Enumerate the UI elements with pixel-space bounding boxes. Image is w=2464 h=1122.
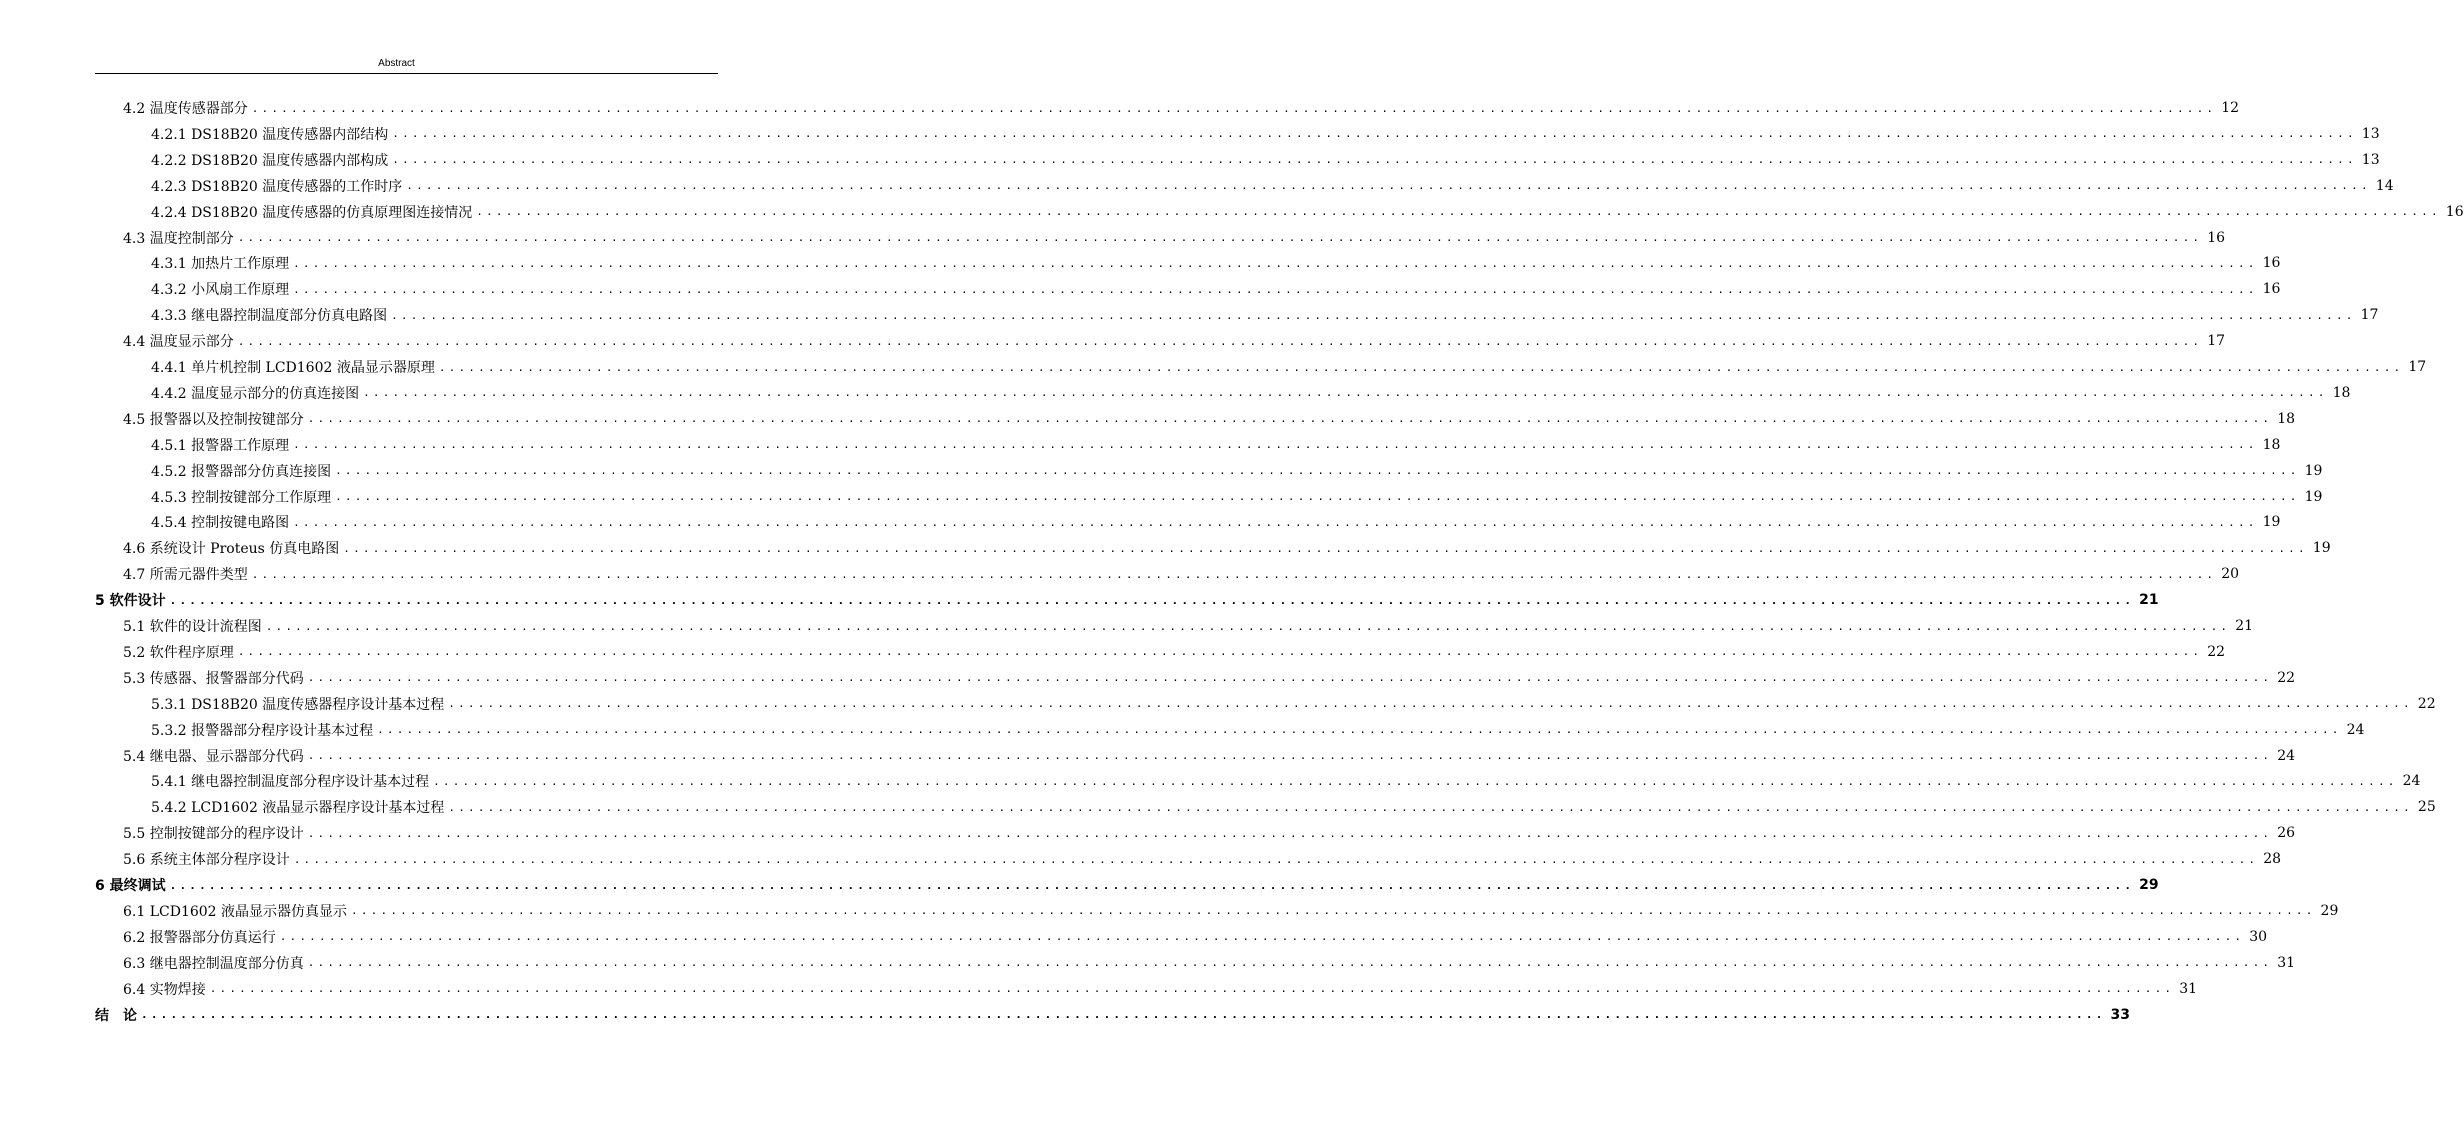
toc-entry-page: 19: [2262, 514, 2281, 531]
toc-leader-dots: ........................................................................................................................................................................................................: [265, 619, 2231, 633]
toc-entry-label: 4.5.2 报警器部分仿真连接图: [151, 463, 332, 480]
header-title: Abstract: [378, 58, 415, 69]
toc-leader-dots: ........................................................................................................................................................................................................: [237, 334, 2203, 348]
toc-entry[interactable]: [123, 976, 2198, 1002]
toc-leader-dots: ........................................................................................................................................................................................................: [293, 438, 2258, 452]
toc-entry-page: 12: [2221, 100, 2240, 116]
toc-entry[interactable]: [151, 199, 2464, 225]
toc-entry-page: 19: [2304, 488, 2323, 505]
toc-entry[interactable]: [123, 613, 2254, 639]
toc-leader-dots: ........................................................................................................................................................................................................: [476, 205, 2441, 219]
toc-leader-dots: ........................................................................................................................................................................................................: [392, 127, 2357, 141]
toc-entry-label: 4.5 报警器以及控制按键部分: [123, 411, 304, 428]
toc-entry[interactable]: [151, 354, 2427, 380]
toc-entry-label: 结 论: [95, 1007, 137, 1024]
toc-entry-label: 4.4 温度显示部分: [123, 334, 234, 351]
toc-entry-label: 5.3.2 报警器部分程序设计基本过程: [151, 722, 374, 739]
toc-entry-label: 5.6 系统主体部分程序设计: [123, 852, 290, 869]
toc-entry-label: 4.4.2 温度显示部分的仿真连接图: [151, 385, 360, 402]
toc-entry[interactable]: [151, 432, 2281, 458]
toc-entry-page: 24: [2277, 747, 2296, 764]
toc-entry-page: 14: [2375, 177, 2394, 194]
toc-entry-label: 6.3 继电器控制温度部分仿真: [123, 955, 304, 972]
toc-entry-page: 22: [2277, 669, 2296, 686]
toc-entry-page: 22: [2417, 695, 2436, 712]
toc-entry-label: 5.4 继电器、显示器部分代码: [123, 748, 304, 765]
toc-entry-label: 5.1 软件的设计流程图: [123, 619, 262, 635]
toc-entry[interactable]: [95, 872, 2159, 898]
toc-entry[interactable]: [123, 95, 2240, 121]
toc-entry-label: 4.5.1 报警器工作原理: [151, 437, 290, 454]
toc-entry-page: 30: [2249, 928, 2268, 945]
toc-entry[interactable]: [151, 276, 2281, 302]
toc-entry-label: 6.4 实物焊接: [123, 981, 206, 998]
toc-entry-label: 5 软件设计: [95, 593, 166, 610]
toc-leader-dots: ........................................................................................................................................................................................................: [307, 956, 2273, 970]
toc-leader-dots: ........................................................................................................................................................................................................: [141, 1008, 2106, 1021]
toc-entry-label: 5.4.1 继电器控制温度部分程序设计基本过程: [151, 774, 430, 791]
toc-entry[interactable]: [123, 950, 2296, 976]
toc-entry[interactable]: [151, 121, 2380, 147]
toc-leader-dots: ........................................................................................................................................................................................................: [448, 697, 2413, 711]
toc-leader-dots: ........................................................................................................................................................................................................: [251, 101, 2217, 115]
toc-entry[interactable]: [151, 173, 2394, 199]
toc-leader-dots: ........................................................................................................................................................................................................: [169, 593, 2135, 607]
toc-entry-label: 4.5.4 控制按键电路图: [151, 515, 290, 532]
toc-entry-page: 16: [2262, 255, 2281, 272]
toc-leader-dots: ........................................................................................................................................................................................................: [377, 723, 2342, 737]
header-rule: [95, 73, 718, 74]
toc-entry-label: 4.6 系统设计 Proteus 仿真电路图: [123, 541, 340, 558]
toc-entry-label: 6 最终调试: [95, 878, 166, 894]
toc-entry-label: 5.2 软件程序原理: [123, 644, 234, 661]
toc-entry-page: 13: [2361, 125, 2380, 142]
toc-entry[interactable]: [123, 924, 2268, 950]
toc-entry-label: 4.3.1 加热片工作原理: [151, 256, 290, 273]
toc-entry-page: 25: [2417, 799, 2436, 816]
toc-entry-label: 4.7 所需元器件类型: [123, 567, 248, 584]
toc-entry-page: 33: [2110, 1006, 2130, 1023]
toc-leader-dots: ........................................................................................................................................................................................................: [307, 412, 2273, 426]
toc-entry-label: 4.2.3 DS18B20 温度传感器的工作时序: [151, 178, 403, 195]
toc-entry[interactable]: [123, 535, 2331, 561]
toc-leader-dots: ........................................................................................................................................................................................................: [169, 878, 2135, 892]
toc-leader-dots: ........................................................................................................................................................................................................: [448, 800, 2413, 814]
toc-entry[interactable]: [123, 406, 2296, 432]
toc-leader-dots: ........................................................................................................................................................................................................: [363, 386, 2328, 400]
toc-leader-dots: ........................................................................................................................................................................................................: [293, 256, 2258, 270]
toc-entry[interactable]: [151, 484, 2323, 510]
toc-entry-page: 18: [2277, 410, 2296, 427]
toc-entry-page: 18: [2262, 436, 2281, 453]
toc-leader-dots: ........................................................................................................................................................................................................: [293, 852, 2259, 866]
toc-entry-label: 4.2.4 DS18B20 温度传感器的仿真原理图连接情况: [151, 204, 473, 221]
toc-entry[interactable]: [123, 328, 2226, 354]
toc-entry[interactable]: [95, 587, 2159, 613]
toc-entry-page: 28: [2263, 851, 2282, 868]
toc-entry[interactable]: [123, 846, 2282, 872]
toc-entry[interactable]: [95, 1002, 2130, 1028]
toc-entry-page: 16: [2207, 229, 2226, 246]
toc-entry-page: 26: [2277, 825, 2296, 842]
toc-entry-page: 17: [2207, 333, 2226, 350]
toc-entry-page: 16: [2445, 203, 2464, 220]
toc-leader-dots: ........................................................................................................................................................................................................: [279, 930, 2245, 944]
toc-leader-dots: ........................................................................................................................................................................................................: [406, 179, 2371, 193]
toc-entry-page: 31: [2179, 980, 2198, 997]
toc-leader-dots: ........................................................................................................................................................................................................: [335, 490, 2300, 503]
toc-leader-dots: ........................................................................................................................................................................................................: [307, 826, 2273, 840]
toc-entry[interactable]: [151, 458, 2323, 484]
toc-entry-label: 5.4.2 LCD1602 液晶显示器程序设计基本过程: [151, 800, 445, 817]
toc-entry-page: 21: [2235, 618, 2254, 634]
toc-entry-label: 4.5.3 控制按键部分工作原理: [151, 489, 332, 506]
toc-entry-label: 4.2 温度传感器部分: [123, 101, 248, 117]
toc-entry[interactable]: [151, 302, 2379, 328]
toc-entry[interactable]: [151, 717, 2365, 743]
toc-entry[interactable]: [123, 665, 2296, 691]
toc-entry-label: 4.3.2 小风扇工作原理: [151, 282, 290, 299]
toc-entry[interactable]: [151, 691, 2436, 717]
toc-leader-dots: ........................................................................................................................................................................................................: [392, 153, 2357, 167]
toc-leader-dots: ........................................................................................................................................................................................................: [438, 360, 2404, 374]
toc-entry[interactable]: [151, 380, 2351, 406]
toc-entry[interactable]: [151, 250, 2281, 276]
toc-entry[interactable]: [123, 898, 2339, 924]
toc-entry-label: 4.3 温度控制部分: [123, 230, 234, 247]
toc-entry[interactable]: [123, 225, 2226, 251]
toc-entry[interactable]: [123, 743, 2296, 769]
toc-entry-page: 21: [2139, 592, 2159, 609]
toc-entry-label: 5.5 控制按键部分的程序设计: [123, 826, 304, 843]
toc-entry-page: 20: [2221, 566, 2240, 583]
toc-entry-page: 22: [2207, 643, 2226, 660]
toc-entry-page: 29: [2139, 877, 2159, 893]
toc-entry-page: 13: [2361, 151, 2380, 168]
toc-entry-page: 29: [2320, 902, 2339, 919]
toc-entry[interactable]: [123, 561, 2240, 587]
toc-entry[interactable]: [151, 768, 2421, 794]
toc-leader-dots: ........................................................................................................................................................................................................: [251, 567, 2217, 581]
toc-leader-dots: ........................................................................................................................................................................................................: [307, 749, 2273, 762]
toc-entry-label: 4.4.1 单片机控制 LCD1602 液晶显示器原理: [151, 360, 435, 376]
toc-entry[interactable]: [123, 639, 2226, 665]
toc-entry[interactable]: [151, 147, 2380, 173]
toc-leader-dots: ........................................................................................................................................................................................................: [237, 231, 2203, 244]
toc-entry-page: 19: [2304, 462, 2323, 479]
toc-leader-dots: ........................................................................................................................................................................................................: [335, 464, 2300, 478]
toc-leader-dots: ........................................................................................................................................................................................................: [209, 982, 2175, 996]
toc-entry-label: 5.3.1 DS18B20 温度传感器程序设计基本过程: [151, 696, 445, 713]
toc-leader-dots: ........................................................................................................................................................................................................: [351, 904, 2316, 918]
toc-entry-page: 31: [2277, 954, 2296, 971]
toc-leader-dots: ........................................................................................................................................................................................................: [237, 645, 2203, 659]
toc-entry-label: 4.2.1 DS18B20 温度传感器内部结构: [151, 126, 389, 143]
toc-leader-dots: ........................................................................................................................................................................................................: [293, 515, 2258, 529]
toc-leader-dots: ........................................................................................................................................................................................................: [343, 541, 2308, 555]
toc-entry-label: 6.1 LCD1602 液晶显示器仿真显示: [123, 903, 348, 920]
toc-leader-dots: ........................................................................................................................................................................................................: [307, 671, 2273, 685]
toc-entry-page: 18: [2332, 384, 2351, 401]
toc-entry-label: 5.3 传感器、报警器部分代码: [123, 670, 304, 687]
toc-entry-label: 4.2.2 DS18B20 温度传感器内部构成: [151, 152, 389, 169]
toc-leader-dots: ........................................................................................................................................................................................................: [433, 774, 2398, 788]
toc-entry-page: 17: [2360, 307, 2379, 324]
toc-entry[interactable]: [151, 794, 2436, 820]
toc-entry[interactable]: [123, 820, 2296, 846]
toc-entry[interactable]: [151, 509, 2281, 535]
toc-entry-page: 19: [2312, 540, 2331, 557]
toc-entry-page: 17: [2408, 359, 2427, 375]
toc-entry-page: 16: [2262, 281, 2281, 298]
toc-leader-dots: ........................................................................................................................................................................................................: [391, 308, 2356, 322]
toc-entry-page: 24: [2402, 773, 2421, 790]
toc-entry-label: 6.2 报警器部分仿真运行: [123, 929, 276, 946]
toc-leader-dots: ........................................................................................................................................................................................................: [293, 282, 2258, 296]
toc-entry-page: 24: [2346, 721, 2365, 738]
toc-entry-label: 4.3.3 继电器控制温度部分仿真电路图: [151, 308, 388, 325]
